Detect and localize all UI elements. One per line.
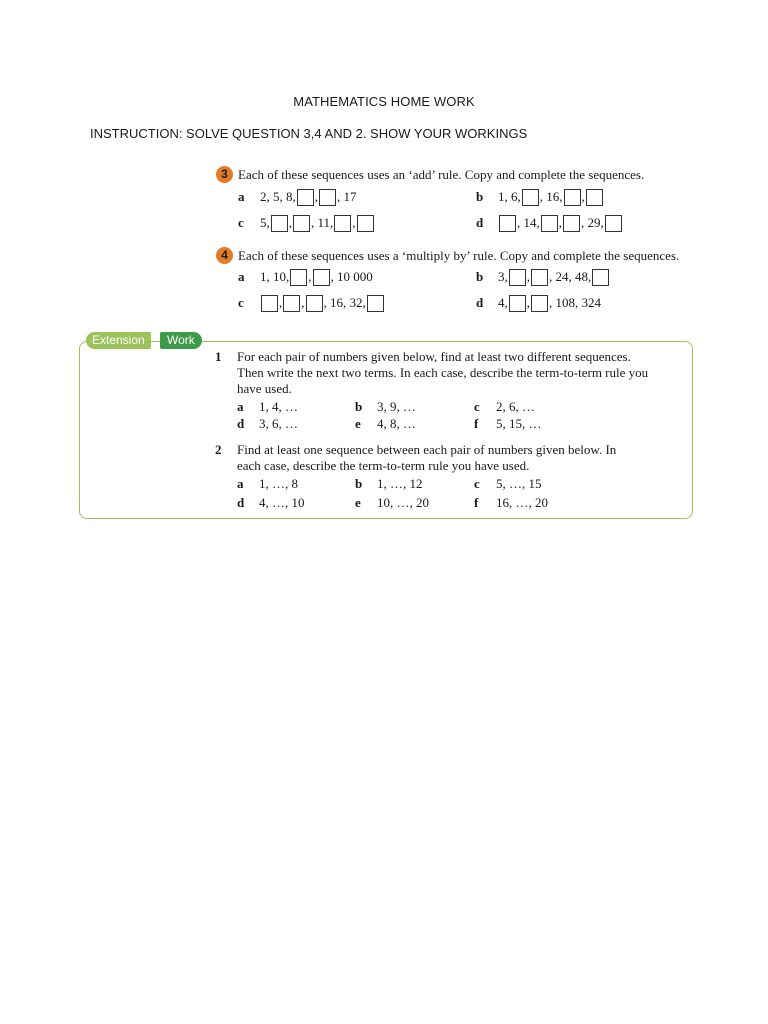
option-value: 5, …, 15 xyxy=(496,476,542,491)
sequence-text: , xyxy=(314,189,318,204)
extension-item-1-option-c xyxy=(474,399,535,415)
option-label: e xyxy=(355,416,361,431)
extension-item-2-number: 2 xyxy=(215,442,222,457)
answer-box[interactable] xyxy=(592,269,609,286)
sequence-text: , xyxy=(279,295,283,310)
option-label: c xyxy=(474,476,480,491)
answer-box[interactable] xyxy=(509,295,526,312)
answer-box[interactable] xyxy=(367,295,384,312)
extension-item-1-option-f xyxy=(474,416,542,432)
work-tab: Work xyxy=(160,332,202,349)
answer-box[interactable] xyxy=(522,189,539,206)
sequence-text: , 11, xyxy=(311,215,334,230)
sequence-text: , 17 xyxy=(337,189,357,204)
sequence-text: , xyxy=(581,189,585,204)
sequence-text: 1, 6, xyxy=(498,189,521,204)
extension-item-1-option-a xyxy=(237,399,298,415)
q3-part-b xyxy=(476,187,604,207)
answer-box[interactable] xyxy=(334,215,351,232)
option-label: e xyxy=(355,495,361,510)
option-value: 3, 9, … xyxy=(377,399,416,414)
q4-part-c xyxy=(238,293,385,313)
answer-box[interactable] xyxy=(531,295,548,312)
answer-box[interactable] xyxy=(293,215,310,232)
sequence-text: , xyxy=(558,215,562,230)
answer-box[interactable] xyxy=(271,215,288,232)
option-value: 1, …, 12 xyxy=(377,476,423,491)
option-label: b xyxy=(355,476,363,491)
q3-part-a xyxy=(238,187,357,207)
sequence-text: 2, 5, 8, xyxy=(260,189,296,204)
answer-box[interactable] xyxy=(261,295,278,312)
part-label: c xyxy=(238,295,244,310)
sequence-text: , 108, 324 xyxy=(549,295,601,310)
part-label: a xyxy=(238,269,245,284)
sequence-text: , 24, 48, xyxy=(549,269,592,284)
answer-box[interactable] xyxy=(531,269,548,286)
answer-box[interactable] xyxy=(509,269,526,286)
option-label: f xyxy=(474,416,479,431)
q4-part-a xyxy=(238,267,373,287)
extension-item-1-option-e xyxy=(355,416,416,432)
extension-item-1-number: 1 xyxy=(215,349,222,364)
option-value: 2, 6, … xyxy=(496,399,535,414)
sequence-text: , xyxy=(308,269,312,284)
question-3-text: Each of these sequences uses an ‘add’ rule. Copy and complete the sequences. xyxy=(238,167,645,182)
sequence-text: , 10 000 xyxy=(330,269,373,284)
option-value: 1, …, 8 xyxy=(259,476,298,491)
extension-item-2-option-d xyxy=(237,495,305,511)
answer-box[interactable] xyxy=(357,215,374,232)
part-label: a xyxy=(238,189,245,204)
sequence-text: , xyxy=(526,295,530,310)
option-value: 4, 8, … xyxy=(377,416,416,431)
instruction-text: INSTRUCTION: SOLVE QUESTION 3,4 AND 2. SHOW YOUR WORKINGS xyxy=(90,126,528,141)
option-label: c xyxy=(474,399,480,414)
sequence-text: , 14, xyxy=(517,215,540,230)
extension-item-2-text: Find at least one sequence between each pair of numbers given below. In each case, describe the term-to-term rule you have used. xyxy=(237,442,617,473)
page-title: MATHEMATICS HOME WORK xyxy=(293,94,475,109)
answer-box[interactable] xyxy=(306,295,323,312)
part-label: b xyxy=(476,269,484,284)
option-value: 10, …, 20 xyxy=(377,495,429,510)
answer-box[interactable] xyxy=(290,269,307,286)
sequence-text: , xyxy=(301,295,305,310)
option-label: d xyxy=(237,495,245,510)
sequence-text: 1, 10, xyxy=(260,269,290,284)
option-value: 4, …, 10 xyxy=(259,495,305,510)
question-3-badge: 3 xyxy=(216,166,233,183)
answer-box[interactable] xyxy=(297,189,314,206)
part-label: c xyxy=(238,215,244,230)
extension-item-1-option-d xyxy=(237,416,298,432)
extension-item-2-option-b xyxy=(355,476,423,492)
option-value: 3, 6, … xyxy=(259,416,298,431)
sequence-text: , 16, xyxy=(539,189,563,204)
question-4-badge: 4 xyxy=(216,247,233,264)
part-label: d xyxy=(476,215,484,230)
answer-box[interactable] xyxy=(564,189,581,206)
answer-box[interactable] xyxy=(319,189,336,206)
option-value: 16, …, 20 xyxy=(496,495,548,510)
question-4-text: Each of these sequences uses a ‘multiply by’ rule. Copy and complete the sequences. xyxy=(238,248,680,263)
sequence-text: , xyxy=(526,269,530,284)
extension-item-1-text: For each pair of numbers given below, find at least two different sequences. Then write the next two terms. In each case, describe the term-to-term rule you have used. xyxy=(237,349,649,396)
answer-box[interactable] xyxy=(313,269,330,286)
answer-box[interactable] xyxy=(499,215,516,232)
extension-item-2-option-c xyxy=(474,476,542,492)
answer-box[interactable] xyxy=(283,295,300,312)
extension-item-2-option-e xyxy=(355,495,429,511)
answer-box[interactable] xyxy=(563,215,580,232)
part-label: b xyxy=(476,189,484,204)
option-value: 1, 4, … xyxy=(259,399,298,414)
q4-part-b xyxy=(476,267,610,287)
sequence-text: , xyxy=(352,215,356,230)
q3-part-c xyxy=(238,213,375,233)
option-label: a xyxy=(237,399,244,414)
answer-box[interactable] xyxy=(586,189,603,206)
extension-tab: Extension xyxy=(86,332,151,349)
option-label: d xyxy=(237,416,245,431)
option-label: b xyxy=(355,399,363,414)
extension-item-2-option-a xyxy=(237,476,298,492)
answer-box[interactable] xyxy=(605,215,622,232)
extension-item-2-option-f xyxy=(474,495,548,511)
part-label: d xyxy=(476,295,484,310)
option-value: 5, 15, … xyxy=(496,416,542,431)
option-label: a xyxy=(237,476,244,491)
sequence-text: , 16, 32, xyxy=(323,295,366,310)
sequence-text: 4, xyxy=(498,295,508,310)
sequence-text: 3, xyxy=(498,269,508,284)
extension-item-1-option-b xyxy=(355,399,416,415)
answer-box[interactable] xyxy=(541,215,558,232)
sequence-text: 5, xyxy=(260,215,270,230)
option-label: f xyxy=(474,495,479,510)
sequence-text: , 29, xyxy=(581,215,604,230)
q4-part-d xyxy=(476,293,601,313)
q3-part-d xyxy=(476,213,623,233)
sequence-text: , xyxy=(288,215,292,230)
